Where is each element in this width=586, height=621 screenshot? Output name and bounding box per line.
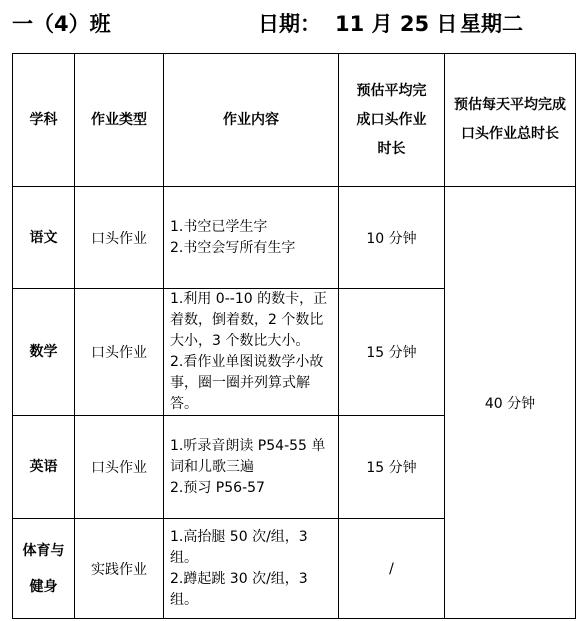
class-name: 一（4）班 [12,12,111,36]
date-value: 11 月 25 日 [335,12,458,36]
daily-total-cell: 40 分钟 [445,187,576,619]
col-header-avg-time: 预估平均完 成口头作业 时长 [339,54,445,187]
type-cell: 实践作业 [75,519,164,619]
content-cell: 1.听录音朗读 P54-55 单词和儿歌三遍 2.预习 P56-57 [164,416,339,519]
subject-cell: 数学 [13,289,75,416]
type-cell: 口头作业 [75,416,164,519]
content-cell: 1.利用 0--10 的数卡，正着数，倒着数，2 个数比大小，3 个数比大小。 2.看作业单图说数学小故事，圈一圈并列算式解答。 [164,289,339,416]
time-cell: 10 分钟 [339,187,445,289]
col-header-daily-total: 预估每天平均完成 口头作业总时长 [445,54,576,187]
subject-cell: 语文 [13,187,75,289]
time-cell: 15 分钟 [339,416,445,519]
page-header [0,6,586,42]
table-header-row [13,54,576,187]
col-header-content: 作业内容 [164,54,339,187]
type-cell: 口头作业 [75,187,164,289]
time-cell: 15 分钟 [339,289,445,416]
subject-cell: 体育与 健身 [13,519,75,619]
type-cell: 口头作业 [75,289,164,416]
date-label: 日期： [258,12,321,36]
col-header-subject: 学科 [13,54,75,187]
weekday: 星期二 [460,12,523,36]
subject-cell: 英语 [13,416,75,519]
col-header-type: 作业类型 [75,54,164,187]
homework-table [12,53,576,619]
table-row [13,187,576,289]
content-cell: 1.高抬腿 50 次/组，3 组。 2.蹲起跳 30 次/组，3 组。 [164,519,339,619]
content-cell: 1.书空已学生字 2.书空会写所有生字 [164,187,339,289]
time-cell: / [339,519,445,619]
